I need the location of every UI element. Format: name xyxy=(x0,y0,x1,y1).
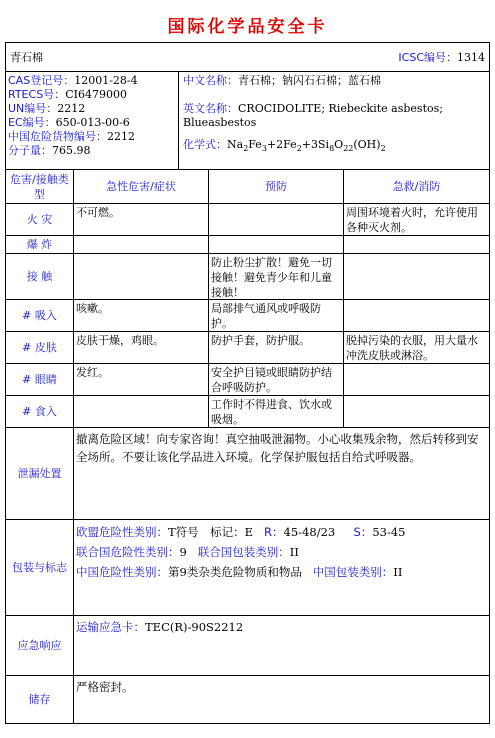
hazard-type: 接 触 xyxy=(26,270,53,283)
hazard-type: # 皮肤 xyxy=(22,341,57,354)
header-firstaid: 急救/消防 xyxy=(343,170,489,203)
hazard-type: # 吸入 xyxy=(22,309,57,322)
hazard-prevention xyxy=(208,236,343,253)
emergency-label: 应急响应 xyxy=(17,639,62,652)
cas-number: CAS登记号：12001-28-4 xyxy=(8,74,138,87)
hazard-type: # 食入 xyxy=(22,405,57,418)
ec-number: EC编号：650-013-00-6 xyxy=(8,116,130,129)
hazard-row xyxy=(6,331,489,363)
rtecs-number: RTECS号：CI6479000 xyxy=(8,88,127,101)
hazard-header-row xyxy=(6,169,489,203)
safety-card-table xyxy=(5,42,490,724)
hazard-row xyxy=(6,395,489,427)
hazard-row xyxy=(6,299,489,331)
hazard-prevention xyxy=(208,204,343,235)
emergency-row xyxy=(6,615,489,675)
hazard-acute: 皮肤干燥，鸡眼。 xyxy=(73,332,208,363)
name-row xyxy=(6,43,489,71)
hazard-acute: 咳嗽。 xyxy=(73,300,208,331)
hazard-prevention: 安全护目镜或眼睛防护结合呼吸防护。 xyxy=(208,364,343,395)
un-number: UN编号：2212 xyxy=(8,102,86,115)
header-type: 危害/接触类型 xyxy=(10,172,69,201)
hazard-type: # 眼睛 xyxy=(22,373,57,386)
chemical-name: 青石棉 xyxy=(10,51,43,64)
hazard-acute: 发红。 xyxy=(73,364,208,395)
hazard-acute xyxy=(73,396,208,427)
header-acute: 急性危害/症状 xyxy=(73,170,208,203)
hazard-prevention: 局部排气通风或呼吸防护。 xyxy=(208,300,343,331)
icsc-number: ICSC编号：1314 xyxy=(398,51,485,64)
storage-text: 严格密封。 xyxy=(73,676,489,723)
names-block xyxy=(178,72,489,169)
hazard-firstaid xyxy=(343,364,489,395)
hazard-type: 爆 炸 xyxy=(26,238,53,251)
hazard-prevention: 防护手套，防护服。 xyxy=(208,332,343,363)
hazard-row xyxy=(6,203,489,235)
hazard-prevention: 防止粉尘扩散！避免一切接触！避免青少年和儿童接触！ xyxy=(208,254,343,299)
packaging-label: 包装与标志 xyxy=(12,561,67,574)
emergency-card: 运输应急卡：TEC(R)-90S2212 xyxy=(73,616,489,675)
page-title: 国际化学品安全卡 xyxy=(167,17,328,37)
spill-row xyxy=(6,427,489,519)
formula-value: $Na_2Fe_3+2Fe_2+3Si_8O_{22}(OH)_2$ xyxy=(227,138,386,154)
hazard-row xyxy=(6,363,489,395)
cn-classification: 中国危险性类别：第9类杂类危险物质和物品 中国包装类别：II xyxy=(76,565,403,579)
hazard-firstaid xyxy=(343,236,489,253)
identifiers-row xyxy=(6,71,489,169)
hazard-row xyxy=(6,253,489,299)
hazard-firstaid: 脱掉污染的衣服，用大量水冲洗皮肤或淋浴。 xyxy=(343,332,489,363)
hazard-row xyxy=(6,235,489,253)
english-name: 英文名称：CROCIDOLITE; Riebeckite asbestos; Blueasbestos xyxy=(183,102,443,129)
hazard-prevention: 工作时不得进食、饮水或吸烟。 xyxy=(208,396,343,427)
chemical-formula: 化学式：$Na_2Fe_3+2Fe_2+3Si_8O_{22}(OH)_2$ xyxy=(183,138,386,154)
hazard-firstaid: 周围环境着火时，允许使用各种灭火剂。 xyxy=(343,204,489,235)
storage-label: 储存 xyxy=(28,693,51,706)
chinese-name: 中文名称：青石棉；钠闪石石棉；蓝石棉 xyxy=(183,74,381,87)
cn-dangerous-goods-number: 中国危险货物编号：2212 xyxy=(8,130,135,143)
hazard-firstaid xyxy=(343,300,489,331)
hazard-acute: 不可燃。 xyxy=(73,204,208,235)
spill-text: 撤离危险区域！向专家咨询！真空抽吸泄漏物。小心收集残余物，然后转移到安全场所。不要让该化学品进入环境。化学保护服包括自给式呼吸器。 xyxy=(73,428,489,519)
eu-classification: 欧盟危险性类别：T符号 标记：E R：45-48/23 S：53-45 xyxy=(76,525,406,539)
packaging-details xyxy=(73,520,489,615)
identifier-list xyxy=(6,72,178,169)
un-classification: 联合国危险性类别：9 联合国包装类别：II xyxy=(76,545,299,559)
hazard-firstaid xyxy=(343,254,489,299)
molecular-weight: 分子量：765.98 xyxy=(8,144,91,157)
hazard-firstaid xyxy=(343,396,489,427)
hazard-type: 火 灾 xyxy=(26,213,53,226)
header-prevention: 预防 xyxy=(208,170,343,203)
storage-row xyxy=(6,675,489,723)
hazard-acute xyxy=(73,254,208,299)
spill-label: 泄漏处置 xyxy=(17,467,62,480)
packaging-row xyxy=(6,519,489,615)
hazard-acute xyxy=(73,236,208,253)
